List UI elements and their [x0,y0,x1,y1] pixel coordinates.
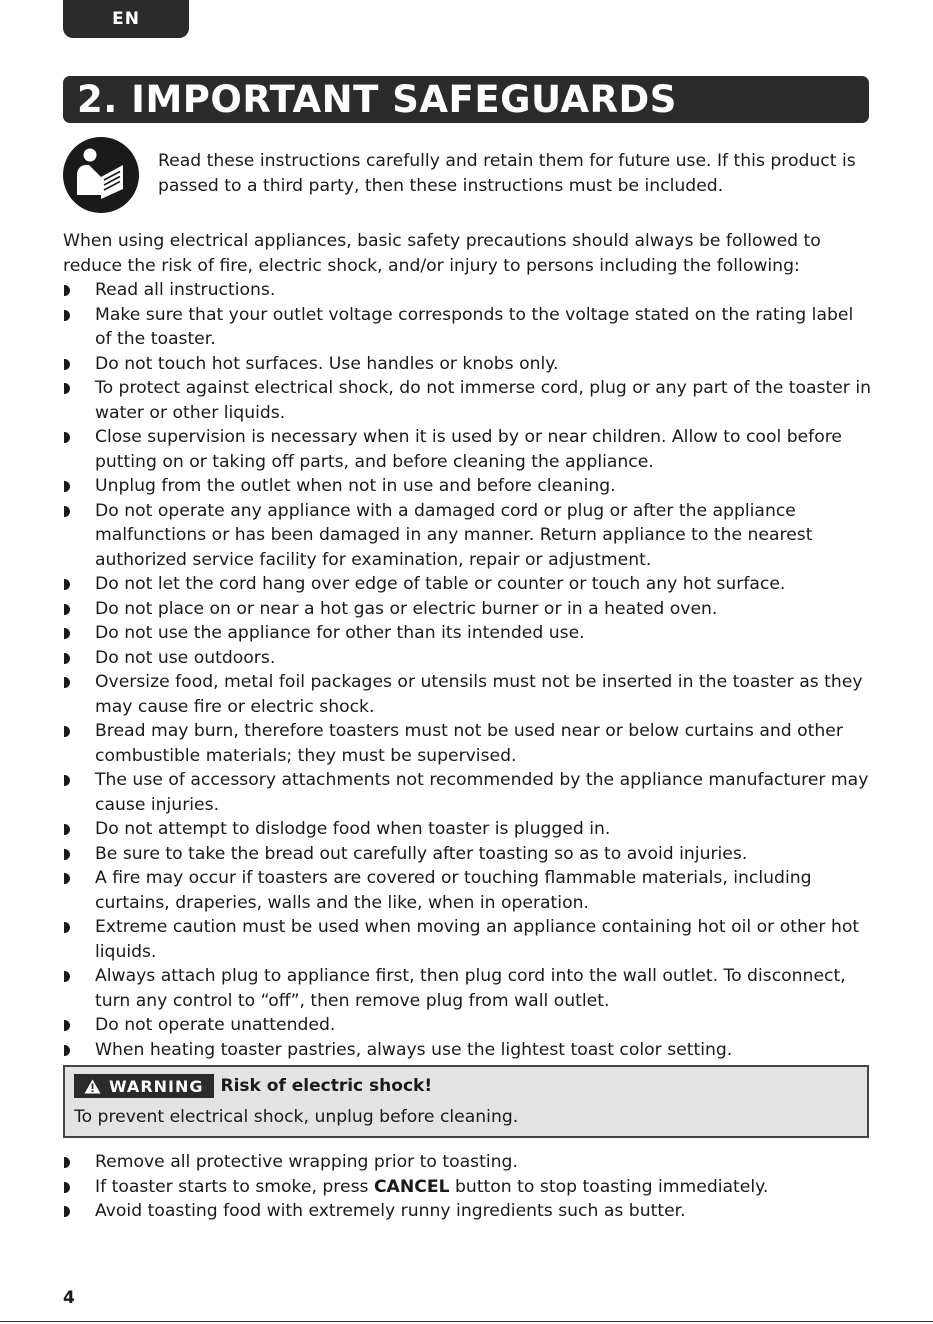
list-item-text: Read all instructions. [95,280,276,300]
bullet-icon [64,726,70,737]
bullet-icon [64,971,70,982]
list-item [63,597,873,622]
list-item [63,866,873,915]
list-item-text: Oversize food, metal foil packages or utensils must not be inserted in the toaster as they may cause fire or electric shock. [95,672,863,717]
list-item [63,719,873,768]
list-item [63,621,873,646]
list-item-text-start: If toaster starts to smoke, press [95,1176,374,1197]
bullet-icon [64,604,70,615]
bullet-icon [64,775,70,786]
list-item-text: Avoid toasting food with extremely runny ingredients such as butter. [95,1201,686,1221]
list-item [63,499,873,573]
additional-safeguards [63,1150,873,1224]
lead-text: When using electrical appliances, basic safety precautions should always be followed to reduce the risk of fire, electric shock, and/or injury to persons including the following: [63,231,821,276]
list-item [63,646,873,671]
bullet-icon [64,383,70,394]
list-item-text: Always attach plug to appliance first, then plug cord into the wall outlet. To disconnect, turn any control to “off”, then remove plug from wall outlet. [95,966,846,1011]
list-item-text: Do not operate unattended. [95,1015,336,1035]
list-item-text: A fire may occur if toasters are covered or touching flammable materials, including curtains, draperies, walls and the like, when in operation. [95,868,812,913]
list-item-text: Unplug from the outlet when not in use and before cleaning. [95,476,616,496]
list-item [63,278,873,303]
list-item [63,1038,873,1063]
list-item-text: Do not use the appliance for other than its intended use. [95,623,585,643]
bullet-icon [64,1020,70,1031]
list-item-text: Extreme caution must be used when moving an appliance containing hot oil or other hot liquids. [95,917,860,962]
list-item [63,1199,873,1224]
list-item-text: Do not operate any appliance with a damaged cord or plug or after the appliance malfunctions or has been damaged in any manner. Return appliance to the nearest authorized service facility for examination, repair or adjustment. [95,500,813,570]
list-item [63,303,873,352]
section-title: 2. IMPORTANT SAFEGUARDS [63,76,869,123]
list-item [63,964,873,1013]
list-item-text: Do not place on or near a hot gas or electric burner or in a heated oven. [95,598,718,619]
list-item-text: To protect against electrical shock, do not immerse cord, plug or any part of the toaster in water or other liquids. [95,378,871,423]
list-item [63,768,873,817]
bullet-icon [64,359,70,370]
language-tab: EN [63,0,189,38]
list-item [63,425,873,474]
bullet-icon [64,849,70,860]
bullet-icon [64,285,70,296]
bullet-icon [64,628,70,639]
list-item [63,572,873,597]
warning-badge [74,1074,214,1098]
list-item [63,474,873,499]
list-item [63,376,873,425]
warning-text: To prevent electrical shock, unplug before cleaning. [74,1107,519,1127]
bullet-icon [64,677,70,688]
list-item-text: Make sure that your outlet voltage corresponds to the voltage stated on the rating label of the toaster. [95,304,854,349]
bullet-icon [64,579,70,590]
read-manual-icon [63,137,139,213]
list-item-text: Do not let the cord hang over edge of table or counter or touch any hot surface. [95,574,786,594]
warning-badge-label: WARNING [109,1076,204,1096]
list-item-text-end: button to stop toasting immediately. [449,1176,769,1197]
additional-list [63,1150,873,1224]
bullet-icon [64,432,70,443]
list-item-text: Remove all protective wrapping prior to toasting. [95,1152,518,1172]
bullet-icon [64,1157,70,1168]
list-item-text: Do not attempt to dislodge food when toaster is plugged in. [95,819,611,839]
list-item-text: Be sure to take the bread out carefully after toasting so as to avoid injuries. [95,843,748,864]
safeguards-section [63,229,873,1062]
warning-box [63,1065,869,1138]
list-item-text: When heating toaster pastries, always use the lightest toast color setting. [95,1039,733,1060]
warning-header [74,1074,432,1098]
bullet-icon [64,873,70,884]
bullet-icon [64,1182,70,1193]
list-item-text: Close supervision is necessary when it is used by or near children. Allow to cool before putting on or taking off parts, and before cleaning the appliance. [95,427,843,472]
list-item-text: Do not touch hot surfaces. Use handles or knobs only. [95,353,559,374]
list-item [63,915,873,964]
warning-triangle-icon [84,1079,101,1094]
list-item [63,1175,873,1200]
bullet-icon [64,481,70,492]
list-item-text: The use of accessory attachments not recommended by the appliance manufacturer may cause injuries. [95,770,869,815]
list-item [63,1013,873,1038]
list-item-text: Do not use outdoors. [95,647,276,668]
cancel-label: CANCEL [373,1176,450,1197]
page-number: 4 [63,1288,75,1308]
list-item [63,352,873,377]
bullet-icon [64,922,70,933]
list-item [63,670,873,719]
warning-title: Risk of electric shock! [220,1076,433,1096]
bullet-icon [64,653,70,664]
bullet-icon [64,310,70,321]
bullet-icon [64,1045,70,1056]
safeguard-list [63,278,873,1062]
bullet-icon [64,506,70,517]
bullet-icon [64,824,70,835]
list-item [63,817,873,842]
bullet-icon [64,1206,70,1217]
list-item [63,842,873,867]
list-item-text: Bread may burn, therefore toasters must not be used near or below curtains and other combustible materials; they must be supervised. [95,721,843,766]
intro-text: Read these instructions carefully and retain them for future use. If this product is passed to a third party, then these instructions must be included. [158,151,856,196]
bottom-divider [0,1321,933,1322]
list-item [63,1150,873,1175]
